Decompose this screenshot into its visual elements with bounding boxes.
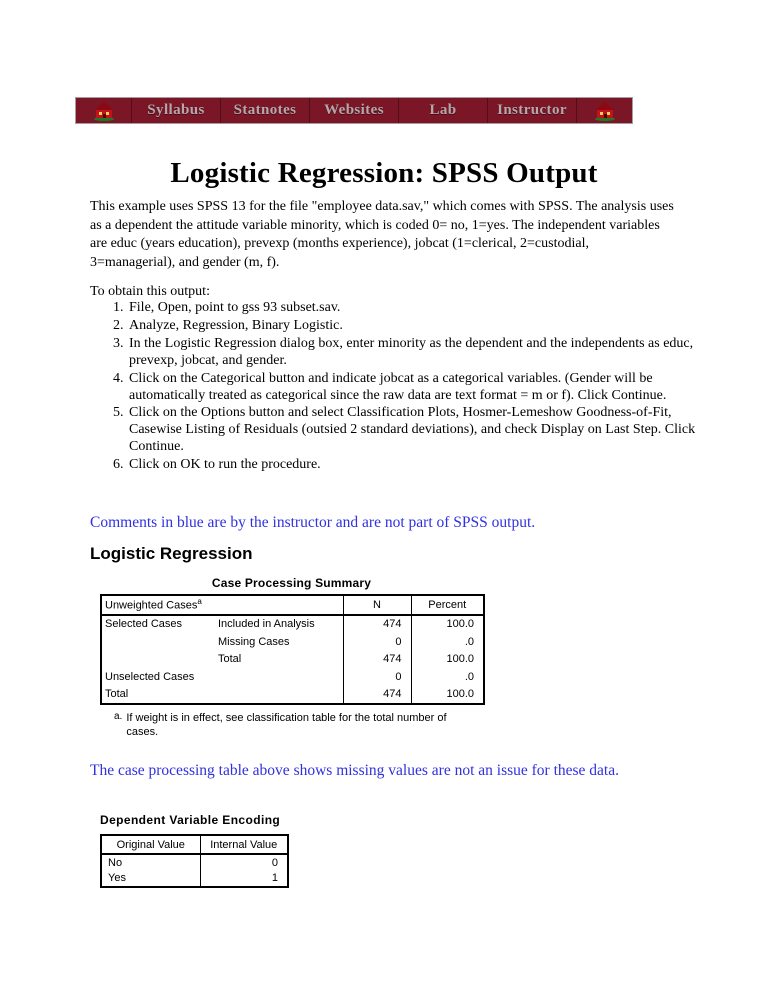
table-row — [101, 854, 288, 871]
table-header-row — [101, 595, 484, 615]
section-heading-logistic-regression: Logistic Regression — [90, 544, 253, 564]
header-n: N — [343, 595, 411, 615]
step-item: 2. Analyze, Regression, Binary Logistic. — [127, 318, 719, 335]
footnote-text: If weight is in effect, see classification table for the total number of cases. — [126, 712, 447, 738]
cell-n: 474 — [343, 615, 411, 634]
row-sublabel: Total — [218, 653, 242, 666]
table-header-row — [101, 835, 288, 854]
cell-percent: .0 — [411, 633, 484, 651]
case-processing-summary-block — [100, 576, 483, 739]
nav-item-syllabus[interactable]: Syllabus — [132, 98, 221, 123]
step-item: 1. File, Open, point to gss 93 subset.sav. — [127, 300, 719, 317]
page-title: Logistic Regression: SPSS Output — [170, 157, 598, 190]
instructor-comment-1: Comments in blue are by the instructor and are not part of SPSS output. — [90, 513, 536, 531]
nav-item-websites[interactable]: Websites — [310, 98, 399, 123]
table-row — [101, 651, 484, 669]
step-item: 4. Click on the Categorical button and indicate jobcat as a categorical variables. (Gender will be automatically treated as categorical since the raw data are text format = m or f). Click Continue. — [127, 371, 719, 405]
header-internal-value: Internal Value — [200, 835, 288, 854]
cell-original-value: Yes — [108, 872, 126, 885]
row-label — [101, 651, 215, 669]
table-row — [101, 615, 484, 634]
cell-n: 474 — [343, 651, 411, 669]
step-item: 3. In the Logistic Regression dialog box, enter minority as the dependent and the independents as educ, prevexp, jobcat, and gender. — [127, 336, 719, 370]
steps-list — [90, 300, 719, 475]
table-row — [101, 633, 484, 651]
case-processing-summary-table — [100, 594, 485, 705]
dependent-variable-encoding-block — [100, 813, 289, 888]
home-link-left[interactable] — [76, 98, 132, 123]
footnote-marker: a. — [114, 711, 123, 722]
table-footnote — [114, 712, 483, 739]
dependent-variable-encoding-table — [100, 834, 289, 888]
cell-n: 0 — [343, 633, 411, 651]
instructor-comment-2: The case processing table above shows missing values are not an issue for these data. — [90, 761, 619, 779]
row-sublabel: Missing Cases — [218, 635, 290, 648]
header-percent: Percent — [411, 595, 484, 615]
footnote-ref-a: a — [197, 597, 202, 607]
step-item: 6. Click on OK to run the procedure. — [127, 457, 719, 474]
cell-internal-value: 1 — [200, 871, 288, 888]
cell-percent: .0 — [411, 668, 484, 686]
table-title-case-processing-summary: Case Processing Summary — [211, 576, 372, 590]
step-item: 5. Click on the Options button and select Classification Plots, Hosmer-Lemeshow Goodness-of-Fit, Casewise Listing of Residuals (outsied 2 standard deviations), and check Display on Last Step. Click Continue. — [127, 405, 719, 456]
table-row — [101, 686, 484, 705]
home-icon — [591, 101, 619, 121]
table-title-dependent-variable-encoding: Dependent Variable Encoding — [100, 813, 281, 827]
row-label: Total — [105, 688, 129, 701]
intro-paragraph: This example uses SPSS 13 for the file "employee data.sav," which comes with SPSS. The analysis uses as a dependent the attitude variable minority, which is coded 0= no, 1=yes. The independent variables are educ (years education), prevexp (months experience), jobcat (1=clerical, 2=custodial, 3=managerial), and gender (m, f). — [90, 199, 674, 270]
header-original-value: Original Value — [101, 835, 200, 854]
top-navbar — [75, 97, 633, 124]
steps-intro: To obtain this output: — [90, 284, 210, 299]
cell-percent: 100.0 — [411, 651, 484, 669]
cell-percent: 100.0 — [411, 686, 484, 705]
row-label — [101, 633, 215, 651]
row-label: Selected Cases — [105, 618, 183, 631]
home-link-right[interactable] — [577, 98, 632, 123]
home-icon — [90, 101, 118, 121]
cell-percent: 100.0 — [411, 615, 484, 634]
cell-original-value: No — [108, 856, 123, 869]
table-row — [101, 668, 484, 686]
row-label: Unselected Cases — [105, 670, 195, 683]
nav-item-statnotes[interactable]: Statnotes — [221, 98, 310, 123]
header-unweighted-cases: Unweighted Cases$^a$ — [101, 595, 343, 615]
table-row — [101, 871, 288, 888]
cell-n: 474 — [343, 686, 411, 705]
cell-internal-value: 0 — [200, 854, 288, 871]
nav-item-instructor[interactable]: Instructor — [488, 98, 577, 123]
cell-n: 0 — [343, 668, 411, 686]
nav-item-lab[interactable]: Lab — [399, 98, 488, 123]
row-sublabel: Included in Analysis — [218, 618, 315, 631]
